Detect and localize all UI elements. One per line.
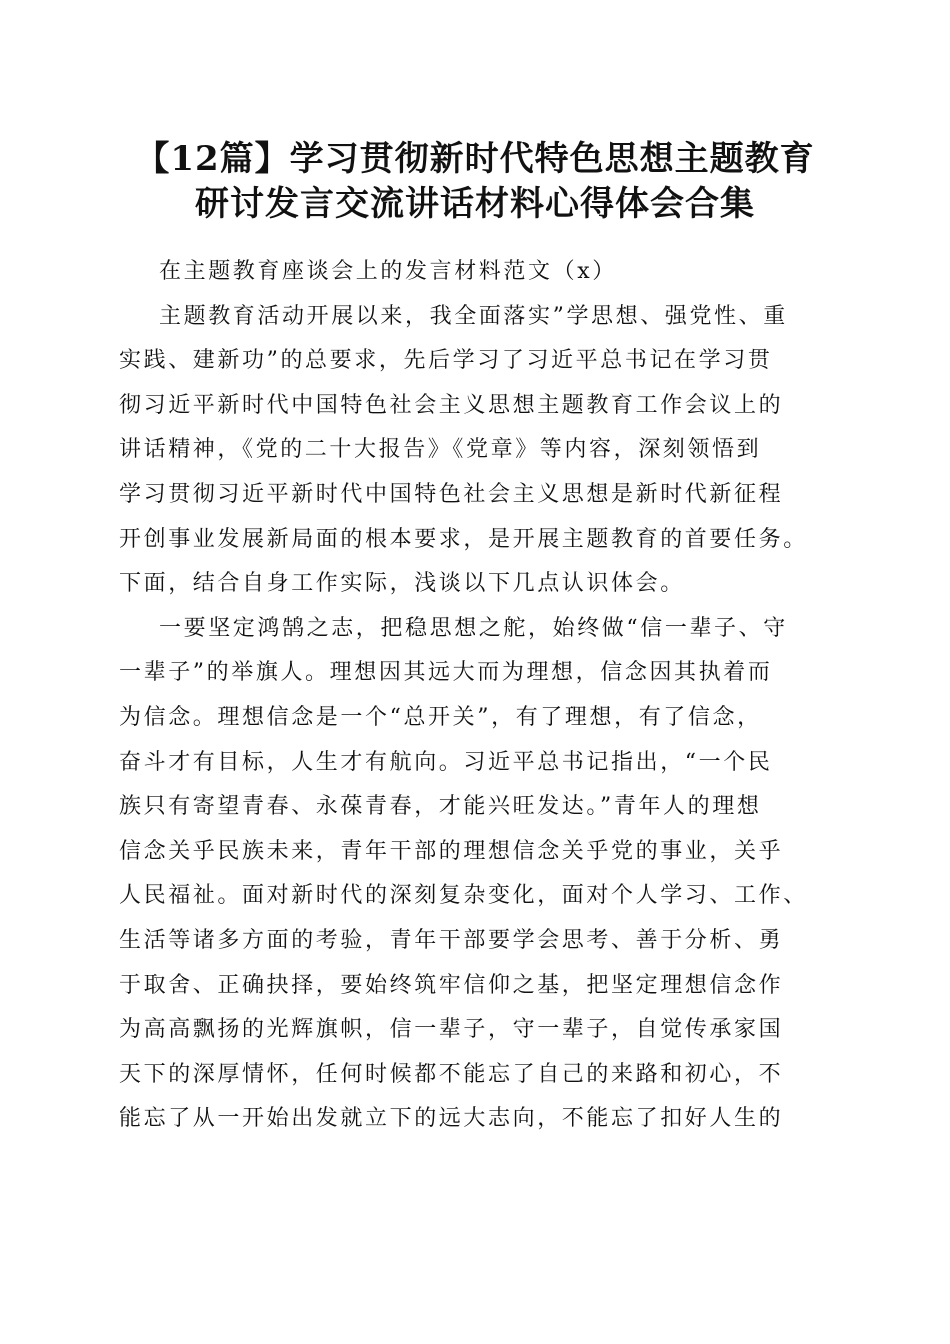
- body-line: 为高高飘扬的光辉旗帜，信一辈子，守一辈子，自觉传承家国: [119, 1017, 784, 1043]
- body-line: 为信念。理想信念是一个“总开关”，有了理想，有了信念，: [119, 704, 762, 730]
- body-line: 天下的深厚情怀，任何时候都不能忘了自己的来路和初心，不: [119, 1061, 784, 1087]
- body-line: 族只有寄望青春、永葆青春，才能兴旺发达。”青年人的理想: [119, 794, 762, 820]
- body-line: 一要坚定鸿鹄之志，把稳思想之舵，始终做“信一辈子、守: [159, 615, 788, 641]
- body-line: 彻习近平新时代中国特色社会主义思想主题教育工作会议上的: [119, 392, 784, 418]
- document-body: [119, 250, 839, 1142]
- section-heading: 在主题教育座谈会上的发言材料范文（x）: [159, 259, 617, 284]
- body-line: 实践、建新功”的总要求，先后学习了习近平总书记在学习贯: [119, 348, 773, 374]
- body-line: 能忘了从一开始出发就立下的远大志向，不能忘了扣好人生的: [119, 1106, 784, 1132]
- body-line: 学习贯彻习近平新时代中国特色社会主义思想是新时代新征程: [119, 481, 784, 507]
- body-line: 生活等诸多方面的考验，青年干部要学会思考、善于分析、勇: [119, 927, 784, 953]
- body-line: 开创事业发展新局面的根本要求，是开展主题教育的首要任务。: [119, 526, 808, 552]
- document-title-line-2: 研讨发言交流讲话材料心得体会合集: [195, 184, 755, 224]
- body-line: 主题教育活动开展以来，我全面落实”学思想、强党性、重: [159, 303, 788, 329]
- body-line: 讲话精神，《党的二十大报告》《党章》等内容，深刻领悟到: [119, 437, 762, 463]
- body-line: 信念关乎民族未来，青年干部的理想信念关乎党的事业，关乎: [119, 838, 784, 864]
- body-line: 一辈子”的举旗人。理想因其远大而为理想，信念因其执着而: [119, 660, 773, 686]
- body-line: 下面，结合自身工作实际，浅谈以下几点认识体会。: [119, 571, 685, 597]
- document-title-line-1: 【12篇】学习贯彻新时代特色思想主题教育: [135, 139, 815, 179]
- body-line: 人民福祉。面对新时代的深刻复杂变化，面对个人学习、工作、: [119, 883, 808, 909]
- body-line: 于取舍、正确抉择，要始终筑牢信仰之基，把坚定理想信念作: [119, 972, 784, 998]
- body-line: 奋斗才有目标，人生才有航向。习近平总书记指出，“一个民: [119, 749, 773, 775]
